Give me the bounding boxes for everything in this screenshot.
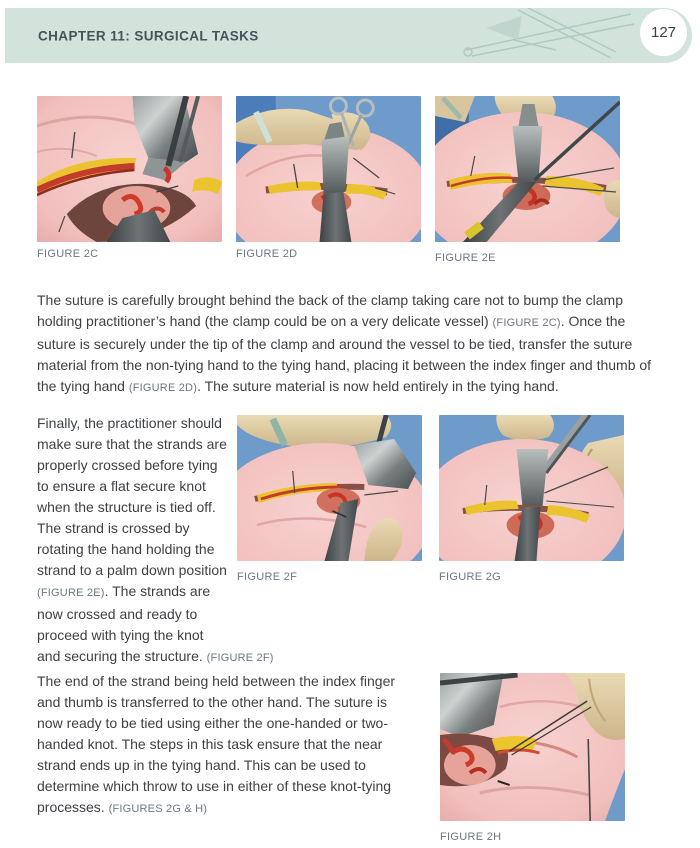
surgical-instruments-watermark-icon (456, 8, 646, 63)
figure-2g-photo (439, 415, 624, 561)
paragraph-1 (37, 290, 665, 399)
figure-2h-container (440, 673, 625, 848)
chapter-title: CHAPTER 11: SURGICAL TASKS (38, 28, 259, 43)
figure-reference: (FIGURES 2G & H) (108, 803, 208, 815)
figure-2d-caption: FIGURE 2D (236, 248, 298, 260)
figure-2h-caption: FIGURE 2H (440, 831, 502, 843)
text-run: . The strands are now crossed and ready to proceed with tying the knot and securing the structure. (37, 583, 211, 664)
figure-2h (440, 673, 625, 848)
figure-2c-photo (37, 96, 222, 242)
page-number-badge (640, 9, 687, 56)
figure-2e-photo (435, 96, 620, 242)
figure-2h-photo (440, 673, 625, 821)
text-run: . The suture material is now held entirely in the tying hand. (197, 378, 559, 394)
page-content (37, 96, 665, 848)
figure-row-top (37, 96, 665, 264)
figure-reference: (FIGURE 2C) (492, 317, 561, 329)
paragraph-3-block (37, 671, 665, 848)
page-number: 127 (650, 24, 677, 41)
figure-2e-caption: FIGURE 2E (435, 252, 496, 264)
text-run: The suture is carefully brought behind the back of the clamp taking care not to bump the clamp holding practitioner’s hand (the clamp could be on a very delicate vessel) (37, 292, 623, 329)
figure-reference: (FIGURE 2D) (128, 382, 198, 394)
figure-reference: (FIGURE 2E) (37, 587, 105, 599)
figure-2f-caption: FIGURE 2F (237, 571, 298, 583)
figure-2e (435, 96, 620, 264)
figure-2d (236, 96, 421, 264)
figure-2c-caption: FIGURE 2C (37, 248, 99, 260)
figure-2d-photo (236, 96, 421, 242)
text-run: Finally, the practitioner should make sure that the strands are properly crossed before tying to ensure a flat secure knot when the structure is tied off. The strand is crossed by rotating the hand holding the strand to a palm down position (37, 415, 227, 578)
figure-2g (439, 415, 624, 588)
figure-2c (37, 96, 222, 264)
figure-2f-photo (237, 415, 422, 561)
paragraph-3-text (37, 673, 395, 815)
paragraph-2-block (37, 413, 665, 669)
figure-group-2f-2g (237, 415, 624, 626)
figure-2g-caption: FIGURE 2G (439, 571, 501, 583)
text-run: . Once the suture is securely under the tip of the clamp and around the vessel to be tied, transfer the suture material from the non-tying hand to the tying hand, placing it between the index finger and thumb of the tying hand (37, 313, 652, 394)
figure-reference: (FIGURE 2F) (206, 652, 274, 664)
chapter-header-band (5, 8, 692, 63)
text-run: The end of the strand being held between the index finger and thumb is transferred to the other hand. The suture is now ready to be tied using either the one-handed or two-handed knot. The steps in this task ensure that the near strand ends up in the tying hand. This can be used to determine which throw to use in either of these knot-tying processes. (37, 673, 396, 815)
figure-2f (237, 415, 422, 588)
